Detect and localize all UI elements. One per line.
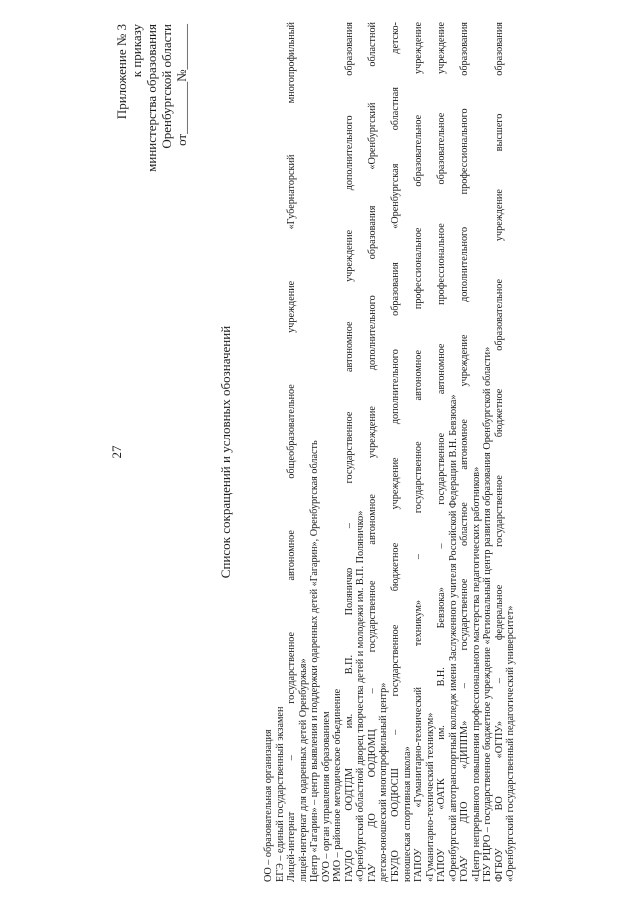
abbreviation-line: ОО – образовательная организация	[263, 729, 274, 882]
abbreviation-line: РМО – районное методическое объединение	[332, 688, 344, 882]
abbreviation-line: детско-юношеский многопрофильный центр»	[378, 682, 390, 882]
abbreviation-line: Лицей-интернат – государственное автономное общеобразовательное учреждение «Губернаторский многопрофильный	[286, 22, 298, 882]
abbreviation-line: ГАУДО ООДТДМ им. В.П. Поляничко – государственное автономное учреждение дополнительного образования	[343, 22, 355, 882]
abbreviation-line: юношеская спортивная школа»	[401, 746, 413, 882]
abbreviation-line: ГОАУ ДПО «ДИППМ» – государственное областное автономное учреждение дополнительного профессионального образования	[459, 22, 471, 882]
abbreviation-list	[263, 22, 517, 882]
appendix-line: от________№_______	[174, 24, 189, 146]
rotated-document-page	[110, 22, 530, 882]
appendix-line: Приложение № 3	[114, 24, 129, 120]
abbreviation-line: ГБУДО ООДЮСШ – государственное бюджетное учреждение дополнительного образования «Оренбургская областная детско-	[390, 22, 402, 882]
abbreviation-line: ГАПОУ «ОАТК им. В.Н. Бевзюка» – государственное автономное профессиональное образовательное учреждение	[436, 22, 448, 882]
abbreviation-line: «Оренбургский автотранспортный колледж имени Заслуженного учителя Российской Федерации В.Н. Бевзюка»	[447, 394, 459, 882]
page-number: 27	[109, 445, 124, 459]
appendix-line: Оренбургской области	[159, 24, 174, 149]
abbreviation-line: ГАПОУ «Гуманитарно-технический техникум» – государственное автономное профессиональное образовательное учреждение	[413, 22, 425, 882]
appendix-header	[114, 24, 189, 254]
abbreviation-line: «Гуманитарно-технический техникум»	[424, 712, 436, 882]
abbreviation-line: «Центр непрерывного повышения профессионального мастерства педагогических работников»	[470, 466, 482, 882]
abbreviation-line: «Оренбургский областной дворец творчества детей и молодежи им. В.П. Поляничко»	[355, 510, 367, 882]
document-title: Список сокращений и условных обозначений	[218, 325, 233, 579]
abbreviation-line: ГАУ ДО ООДЮМЦ – государственное автономное учреждение дополнительного образования «Оренбургский областной	[366, 22, 378, 882]
abbreviation-line: ЕГЭ – единый государственный экзамен	[274, 706, 286, 882]
abbreviation-line: ФГБОУ ВО «ОГПУ» – федеральное государственное бюджетное образовательное учреждение высшего образования	[493, 22, 505, 882]
abbreviation-line: «Оренбургский государственный педагогический университет»	[505, 605, 517, 882]
abbreviation-line: ОУО – орган управления образованием	[320, 711, 332, 882]
appendix-line: министерства образования	[144, 24, 159, 172]
abbreviation-line: лицей-интернат для одаренных детей Оренбуржья»	[297, 658, 309, 882]
abbreviation-line: Центр «Гагарин» – центр выявления и поддержки одаренных детей «Гагарин», Оренбургская область	[309, 440, 321, 882]
appendix-line: к приказу	[129, 24, 144, 78]
abbreviation-line: ГБУ РЦРО – государственное бюджетное учреждение «Региональный центр развития образования Оренбургской области»	[482, 346, 494, 882]
